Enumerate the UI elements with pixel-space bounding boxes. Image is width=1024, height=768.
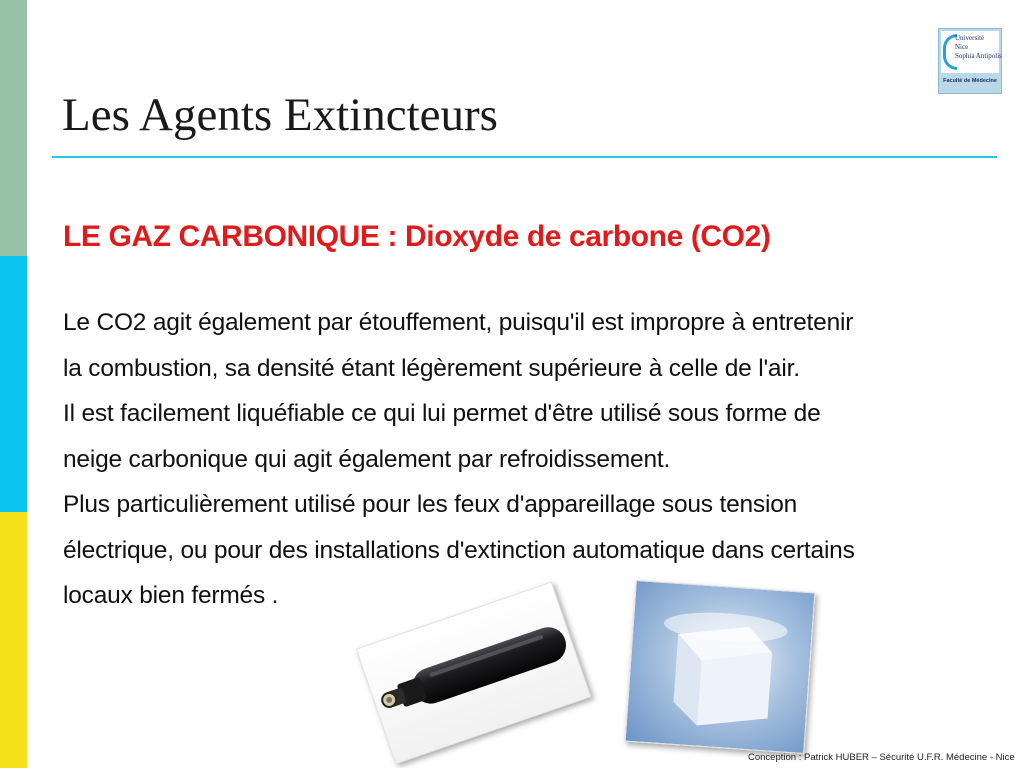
logo-line-3: Sophia Antipolis [955,52,1002,60]
logo-faculty-label: Faculté de Médecine [943,78,997,84]
logo-line-1: Université [955,34,985,42]
body-line: la combustion, sa densité étant légèrement supérieure à celle de l'air. [63,354,800,382]
university-logo [938,28,1002,94]
side-band-yellow [0,512,27,768]
body-line: électrique, ou pour des installations d'extinction automatique dans certains [63,536,855,564]
side-band-cyan [0,256,27,512]
body-line: Plus particulièrement utilisé pour les feux d'appareillage sous tension [63,491,798,518]
side-band-green [0,0,27,256]
logo-line-2: Nice [955,43,969,51]
body-line: Le CO2 agit également par étouffement, puisqu'il est impropre à entretenir [63,309,854,336]
dry-ice-cube-photo [625,580,816,754]
body-line: Il est facilement liquéfiable ce qui lui permet d'être utilisé sous forme de [63,400,821,427]
slide-title: Les Agents Extincteurs [62,89,498,141]
logo-wordmark [955,34,1002,61]
footer-credit: Conception : Patrick HUBER – Sécurité U.F.R. Médecine - Nice [748,752,1015,763]
slide-subtitle: LE GAZ CARBONIQUE : Dioxyde de carbone (CO2) [63,220,771,253]
title-underline [52,156,997,158]
body-line: neige carbonique qui agit également par refroidissement. [63,445,671,473]
slide-body [63,300,1008,619]
body-line: locaux bien fermés . [63,582,279,609]
logo-emblem [941,31,1002,73]
